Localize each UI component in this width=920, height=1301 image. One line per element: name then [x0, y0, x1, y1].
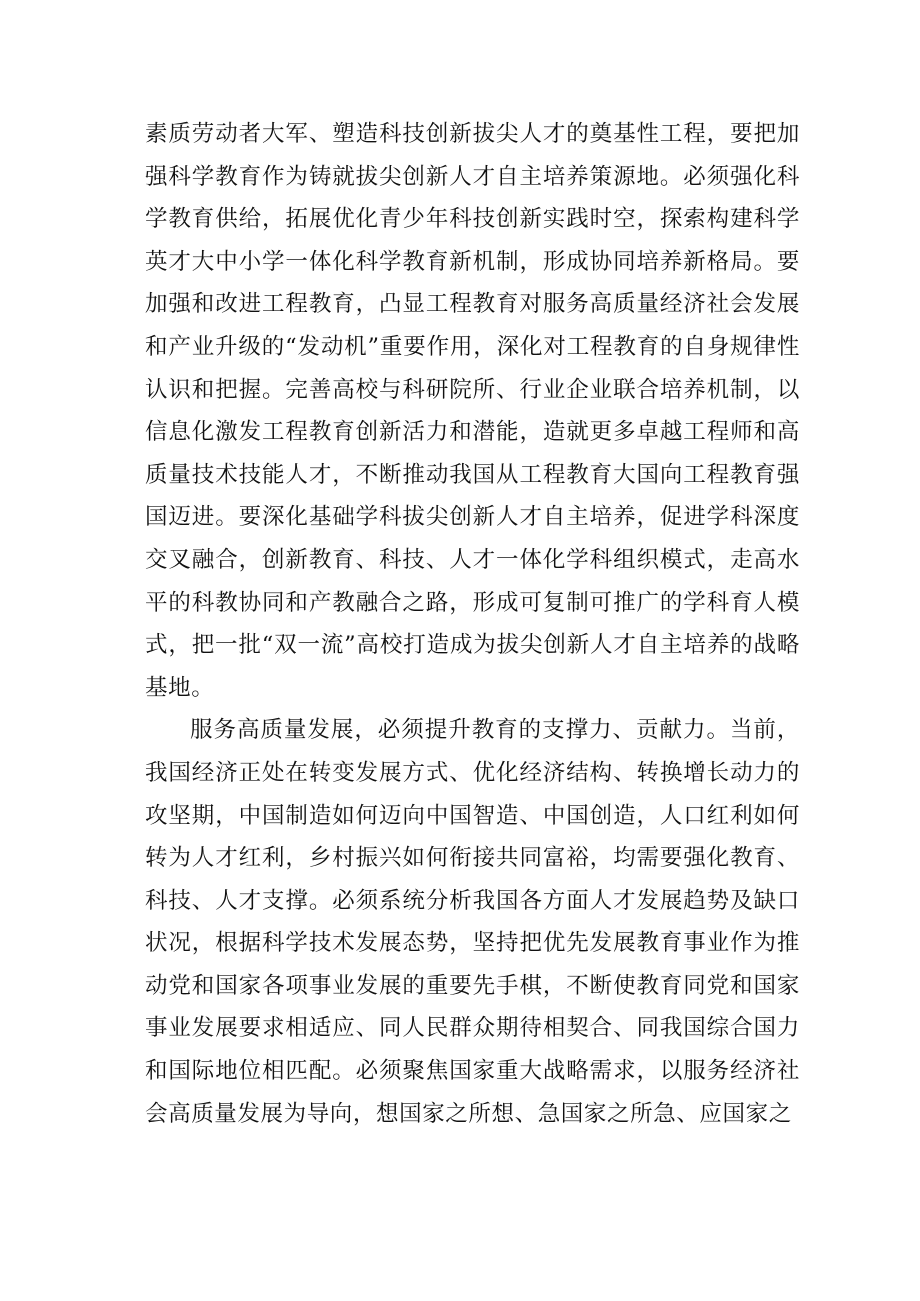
document-body: [145, 113, 800, 1135]
paragraph-1: 素质劳动者大军、塑造科技创新拔尖人才的奠基性工程，要把加强科学教育作为铸就拔尖创新人才自主培养策源地。必须强化科学教育供给，拓展优化青少年科技创新实践时空，探索构建科学英才大中小学一体化科学教育新机制，形成协同培养新格局。要加强和改进工程教育，凸显工程教育对服务高质量经济社会发展和产业升级的“发动机”重要作用，深化对工程教育的自身规律性认识和把握。完善高校与科研院所、行业企业联合培养机制，以信息化激发工程教育创新活力和潜能，造就更多卓越工程师和高质量技术技能人才，不断推动我国从工程教育大国向工程教育强国迈进。要深化基础学科拔尖创新人才自主培养，促进学科深度交叉融合，创新教育、科技、人才一体化学科组织模式，走高水平的科教协同和产教融合之路，形成可复制可推广的学科育人模式，把一批“双一流”高校打造成为拔尖创新人才自主培养的战略基地。: [145, 121, 800, 701]
paragraph-2: 服务高质量发展，必须提升教育的支撑力、贡献力。当前，我国经济正处在转变发展方式、优化经济结构、转换增长动力的攻坚期，中国制造如何迈向中国智造、中国创造，人口红利如何转为人才红利，乡村振兴如何衔接共同富裕，均需要强化教育、科技、人才支撑。必须系统分析我国各方面人才发展趋势及缺口状况，根据科学技术发展态势，坚持把优先发展教育事业作为推动党和国家各项事业发展的重要先手棋，不断使教育同党和国家事业发展要求相适应、同人民群众期待相契合、同我国综合国力和国际地位相匹配。必须聚焦国家重大战略需求，以服务经济社会高质量发展为导向，想国家之所想、急国家之所急、应国家之: [145, 717, 800, 1127]
